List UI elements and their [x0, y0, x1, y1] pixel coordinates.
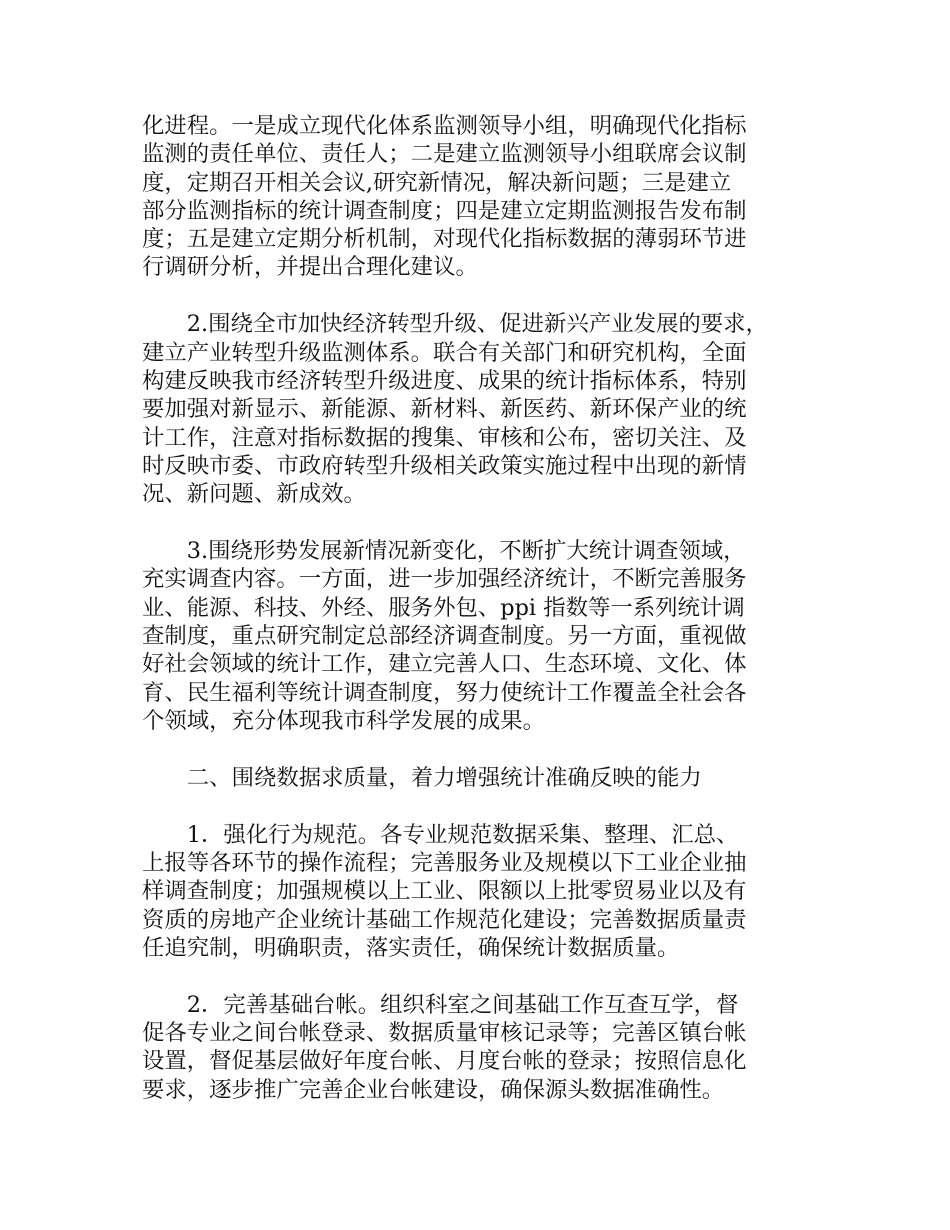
text-line: 任追究制，明确职责，落实责任，确保统计数据质量。 — [142, 934, 680, 961]
text-line: 部分监测指标的统计调查制度；四是建立定期监测报告发布制 — [142, 197, 747, 224]
text-line: 行调研分析，并提出合理化建议。 — [142, 254, 478, 281]
text-line: 二、围绕数据求质量，着力增强统计准确反映的能力 — [186, 764, 702, 791]
text-line: 1．强化行为规范。各专业规范数据采集、整理、汇总、 — [186, 821, 739, 848]
text-line: 好社会领域的统计工作，建立完善人口、生态环境、文化、体 — [142, 651, 747, 678]
document-page — [142, 112, 814, 1132]
text-line: 时反映市委、市政府转型升级相关政策实施过程中出现的新情 — [142, 452, 747, 479]
text-line: 查制度，重点研究制定总部经济调查制度。另一方面，重视做 — [142, 622, 747, 649]
text-line: 建立产业转型升级监测体系。联合有关部门和研究机构，全面 — [142, 339, 747, 366]
text-line: 度；五是建立定期分析机制，对现代化指标数据的薄弱环节进 — [142, 226, 747, 253]
paragraph — [142, 991, 814, 1104]
text-line: 资质的房地产企业统计基础工作规范化建设；完善数据质量责 — [142, 906, 747, 933]
text-line: 况、新问题、新成效。 — [142, 481, 366, 508]
text-line: 2．完善基础台帐。组织科室之间基础工作互查互学，督 — [186, 991, 739, 1018]
text-line: 要求，逐步推广完善企业台帐建设，确保源头数据准确性。 — [142, 1076, 725, 1103]
text-line: 3.围绕形势发展新情况新变化，不断扩大统计调查领域， — [186, 538, 746, 565]
text-line: 业、能源、科技、外经、服务外包、ppi 指数等一系列统计调 — [142, 594, 745, 621]
text-line: 促各专业之间台帐登录、数据质量审核记录等；完善区镇台帐 — [142, 1019, 747, 1046]
paragraph — [142, 537, 814, 735]
text-line: 度，定期召开相关会议,研究新情况，解决新问题；三是建立 — [142, 169, 732, 196]
text-line: 化进程。一是成立现代化体系监测领导小组，明确现代化指标 — [142, 113, 747, 139]
text-line: 育、民生福利等统计调查制度，努力使统计工作覆盖全社会各 — [142, 679, 747, 706]
text-line: 样调查制度；加强规模以上工业、限额以上批零贸易业以及有 — [142, 878, 747, 905]
paragraph — [142, 764, 814, 792]
paragraph — [142, 310, 814, 508]
paragraph — [142, 112, 814, 282]
text-line: 2.围绕全市加快经济转型升级、促进新兴产业发展的要求， — [186, 311, 768, 338]
text-line: 计工作，注意对指标数据的搜集、审核和公布，密切关注、及 — [142, 424, 747, 451]
text-line: 监测的责任单位、责任人；二是建立监测领导小组联席会议制 — [142, 141, 747, 168]
text-line: 设置，督促基层做好年度台帐、月度台帐的登录；按照信息化 — [142, 1048, 747, 1075]
text-line: 构建反映我市经济转型升级进度、成果的统计指标体系，特别 — [142, 367, 747, 394]
text-line: 上报等各环节的操作流程；完善服务业及规模以下工业企业抽 — [142, 849, 747, 876]
text-line: 要加强对新显示、新能源、新材料、新医药、新环保产业的统 — [142, 396, 747, 423]
paragraph — [142, 821, 814, 962]
text-line: 充实调查内容。一方面，进一步加强经济统计，不断完善服务 — [142, 566, 747, 593]
text-line: 个领域，充分体现我市科学发展的成果。 — [142, 707, 546, 734]
